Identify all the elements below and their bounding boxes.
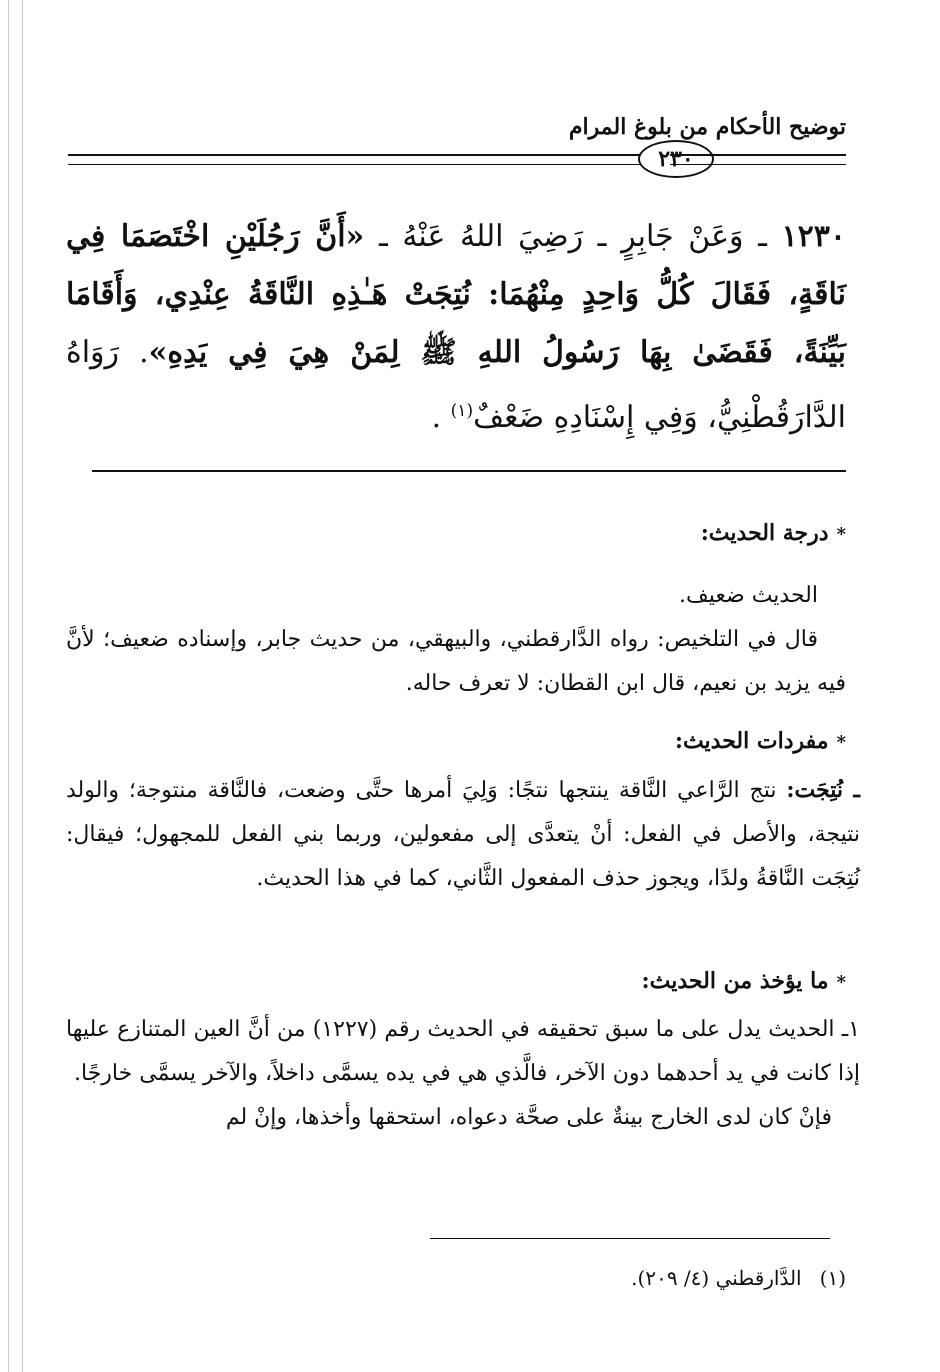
- footnote-rule: [430, 1238, 830, 1239]
- grade-paragraph: الحديث ضعيف.: [679, 583, 818, 608]
- scan-edge-line: [22, 0, 23, 1372]
- lesson-paragraph: ١ـ الحديث يدل على ما سبق تحقيقه في الحديث رقم (١٢٢٧) من أنَّ العين المتنازع عليها إذا كانت في يد أحدهما دون الآخر، فالَّذي هي في يده يسمَّى داخلاً، والآخر يسمَّى خارجًا.: [66, 1017, 860, 1086]
- heading-star: *: [836, 972, 846, 993]
- lessons-heading: [642, 968, 846, 994]
- vocab-term: ـ نُتِجَت:: [786, 777, 860, 803]
- grade-heading-text: درجة الحديث:: [700, 520, 829, 546]
- page-number: ٢٣٠: [638, 140, 714, 178]
- grade-paragraph: قال في التلخيص: رواه الدَّارقطني، والبيهقي، من حديث جابر، وإسناده ضعيف؛ لأنَّ فيه يزيد بن نعيم، قال ابن القطان: لا تعرف حاله.: [66, 627, 846, 696]
- header-rule-left: [68, 154, 640, 165]
- hadith-number: ١٢٣٠: [781, 219, 846, 254]
- hadith-end: .: [431, 400, 451, 435]
- footnote: [631, 1266, 846, 1290]
- vocab-heading: [675, 728, 846, 754]
- hadith-text: [66, 208, 846, 447]
- vocab-entry: [66, 768, 860, 901]
- running-header-title: توضيح الأحكام من بلوغ المرام: [568, 114, 846, 140]
- scan-edge-line: [8, 0, 9, 1372]
- lessons-heading-text: ما يؤخذ من الحديث:: [641, 968, 829, 994]
- footnote-reference[interactable]: (١): [450, 401, 474, 421]
- lessons-body: [66, 1008, 860, 1140]
- heading-star: *: [836, 732, 846, 753]
- vocab-body: [66, 768, 860, 901]
- hadith-intro: ـ وَعَنْ جَابِرٍ ـ رَضِيَ اللهُ عَنْهُ ـ: [378, 219, 767, 254]
- section-divider: [92, 470, 846, 472]
- grade-body: [66, 574, 846, 706]
- footnote-number: (١): [819, 1266, 846, 1290]
- heading-star: *: [836, 524, 846, 545]
- grade-heading: [701, 520, 846, 546]
- hadith-quote: «أَنَّ رَجُلَيْنِ اخْتَصَمَا فِي نَاقَةٍ، فَقَالَ كُلُّ وَاحِدٍ مِنْهُمَا: نُتِجَتْ هَـٰذِهِ النَّاقَةُ عِنْدِي، وَأَقَامَا بَيِّنَةً، فَقَضَىٰ بِهَا رَسُولُ اللهِ ﷺ لِمَنْ هِيَ فِي يَدِهِ»: [66, 219, 846, 370]
- vocab-heading-text: مفردات الحديث:: [674, 728, 829, 754]
- lesson-paragraph: فإنْ كان لدى الخارج بينةٌ على صحَّة دعواه، استحقها وأخذها، وإنْ لم: [225, 1105, 832, 1130]
- hadith-attribution: . رَوَاهُ الدَّارَقُطْنِيُّ، وَفِي إِسْنَادِهِ ضَعْفٌ: [66, 335, 846, 435]
- vocab-definition: نتج الرَّاعي النَّاقة ينتجها نتجًا: وَلِيَ أمرها حتَّى وضعت، فالنَّاقة منتوجة؛ والولد نتيجة، والأصل في الفعل: أنْ يتعدَّى إلى مفعولين، وربما بني الفعل للمجهول؛ فيقال: نُتِجَت النَّاقةُ ولدًا، ويجوز حذف المفعول الثَّاني، كما في هذا الحديث.: [66, 778, 860, 891]
- footnote-text: الدَّارقطني (٤/ ٢٠٩).: [631, 1266, 802, 1290]
